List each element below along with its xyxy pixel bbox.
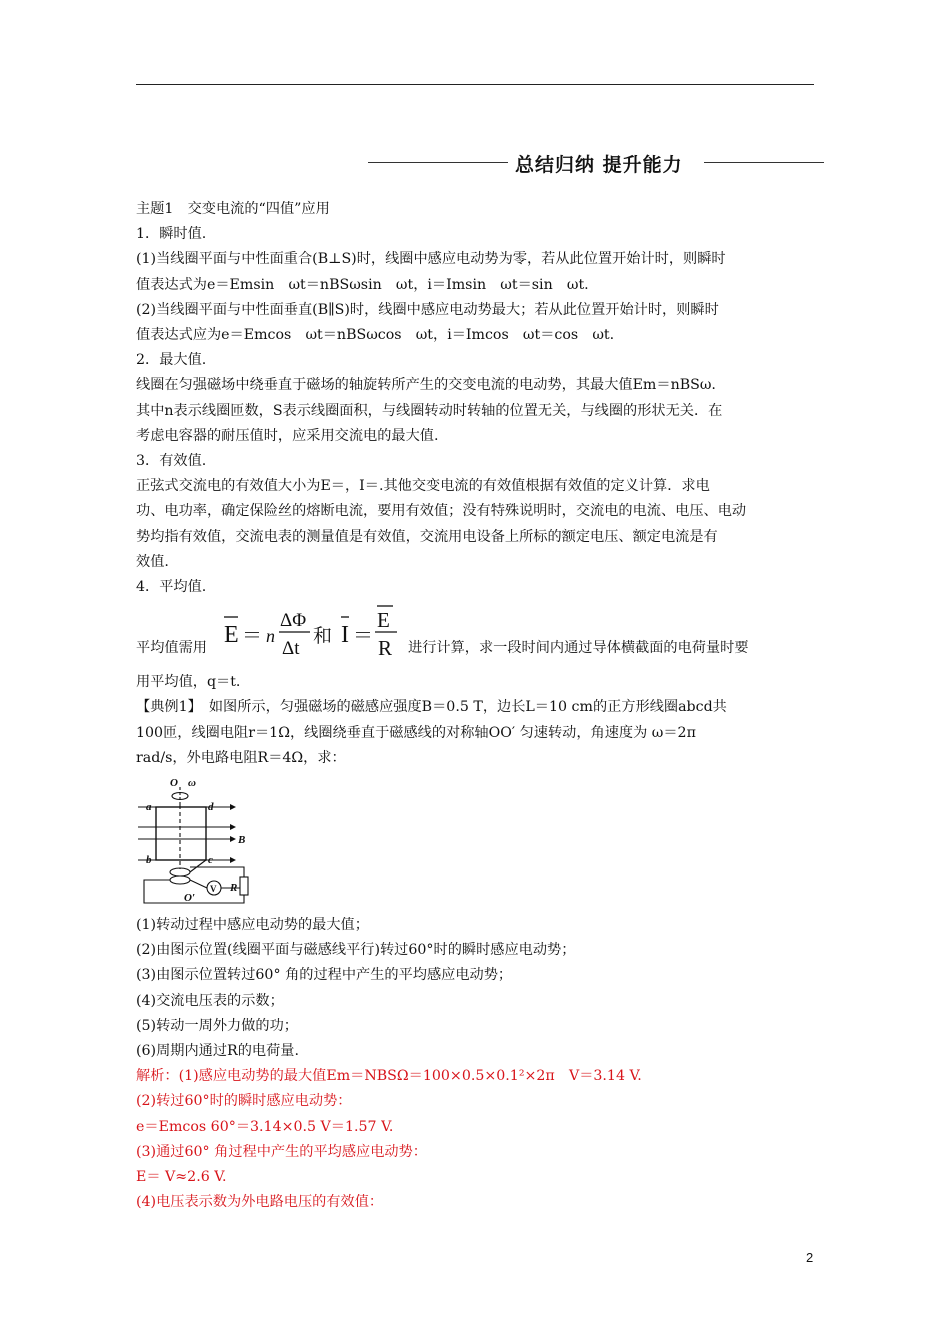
label-d: d (208, 801, 214, 814)
example-text: 【典例1】 如图所示，匀强磁场的磁感应强度B＝0.5 T，边长L＝10 cm的正方形线圈abcd共 (136, 699, 727, 716)
theme-title: 主题1 交变电流的“四值”应用 (136, 201, 330, 217)
label-O: O (170, 777, 178, 790)
answer-line: (4)电压表示数为外电路电压的有效值： (136, 1194, 384, 1211)
question-2: (2)由图示位置(线圈平面与磁感线平行)转过60°时的瞬时感应电动势； (136, 942, 576, 959)
s3-title: 3．有效值. (136, 453, 207, 470)
label-c: c (208, 854, 213, 867)
answer-line: (3)通过60° 角过程中产生的平均感应电动势： (136, 1143, 427, 1160)
document-body (136, 197, 814, 1216)
question-4: (4)交流电压表的示数； (136, 992, 284, 1009)
arrow-head (230, 836, 236, 842)
heading-line-left (368, 162, 508, 163)
lead-wire (190, 860, 206, 872)
question-1: (1)转动过程中感应电动势的最大值； (136, 917, 369, 934)
s1-text: (2)当线圈平面与中性面垂直(B∥S)时，线圈中感应电动势最大；若从此位置开始计时，则瞬时 (136, 301, 719, 318)
question-6: (6)周期内通过R的电荷量. (136, 1043, 299, 1060)
formula-E: E (224, 622, 239, 649)
s1-text: 值表达式应为e＝Emcos ωt＝nBSωcos ωt，i＝Imcos ωt＝cos ωt. (136, 327, 615, 344)
coil-square (156, 807, 206, 860)
formula-I: I (341, 622, 349, 649)
coil-figure (136, 777, 814, 905)
average-value-formula (222, 602, 402, 664)
formula-delta-phi: ΔΦ (280, 610, 307, 632)
label-O-prime: O′ (184, 892, 196, 905)
formula-E-numerator: E (377, 608, 390, 633)
label-b: b (146, 854, 152, 867)
answer-line: (2)转过60°时的瞬时感应电动势： (136, 1093, 352, 1110)
arrow-head (230, 804, 236, 810)
example-text: rad/s，外电路电阻R＝4Ω，求： (136, 749, 346, 766)
label-V: V (210, 884, 217, 895)
arrow-head (230, 824, 236, 830)
heading-line-right (704, 162, 824, 163)
s2-text: 考虑电容器的耐压值时，应采用交流电的最大值. (136, 427, 439, 444)
answer-line: e＝Emcos 60°＝3.14×0.5 V＝1.57 V. (136, 1118, 394, 1135)
formula-R-denominator: R (378, 636, 393, 661)
label-omega: ω (188, 777, 196, 790)
heading-text: 总结归纳 提升能力 (515, 154, 683, 176)
label-B: B (238, 834, 246, 847)
page-number: 2 (806, 1250, 814, 1265)
section-heading (136, 150, 814, 176)
s3-text: 势均指有效值，交流电表的测量值是有效值，交流用电设备上所标的额定电压、额定电流是有 (136, 528, 718, 545)
s1-text: 值表达式为e＝Emsin ωt＝nBSωsin ωt，i＝Imsin ωt＝sin ωt. (136, 276, 589, 293)
s2-title: 2．最大值. (136, 352, 207, 369)
example-text: 100匝，线圈电阻r＝1Ω，线圈绕垂直于磁感线的对称轴OO′ 匀速转动，角速度为 ω＝2π (136, 724, 696, 741)
formula-eq: ＝ (353, 625, 373, 648)
label-R: R (230, 882, 238, 895)
answer-line: E＝ V≈2.6 V. (136, 1169, 227, 1186)
label-a: a (146, 801, 152, 814)
arrow-head (230, 857, 236, 863)
formula-delta-t: Δt (282, 638, 300, 660)
formula-eq: ＝ (242, 625, 262, 648)
s3-text: 效值. (136, 553, 169, 570)
s4-title: 4．平均值. (136, 579, 207, 596)
s3-text: 功、电功率，确定保险丝的熔断电流，要用有效值；没有特殊说明时，交流电的电流、电压、电动 (136, 503, 747, 520)
formula-and: 和 (313, 625, 333, 648)
slip-ring (170, 868, 190, 876)
formula-n: n (266, 626, 275, 647)
s3-text: 正弦式交流电的有效值大小为E＝，I＝.其他交变电流的有效值根据有效值的定义计算．求电 (136, 478, 710, 495)
lead-wire (190, 880, 207, 888)
top-rule (136, 84, 814, 85)
question-3: (3)由图示位置转过60° 角的过程中产生的平均感应电动势； (136, 967, 513, 984)
s2-text: 其中n表示线圈匝数，S表示线圈面积，与线圈转动时转轴的位置无关，与线圈的形状无关．在 (136, 402, 723, 419)
s1-text: (1)当线圈平面与中性面重合(B⊥S)时，线圈中感应电动势为零，若从此位置开始计时，则瞬时 (136, 251, 726, 268)
question-5: (5)转动一周外力做的功； (136, 1017, 298, 1034)
coil-diagram (136, 777, 252, 905)
s2-text: 线圈在匀强磁场中绕垂直于磁场的轴旋转所产生的交变电流的电动势，其最大值Em＝nBSω. (136, 377, 716, 394)
answer-line: 解析：(1)感应电动势的最大值Em＝NBSΩ＝100×0.5×0.1²×2π V＝3.14 V. (136, 1068, 642, 1085)
s4-text: 用平均值，q＝t. (136, 674, 241, 691)
resistor (240, 877, 248, 895)
formula-tail-text: 进行计算，求一段时间内通过导体横截面的电荷量时要 (408, 640, 749, 657)
slip-ring (170, 876, 190, 884)
average-formula-row (136, 600, 814, 670)
formula-lead-text: 平均值需用 (136, 640, 207, 657)
s1-title: 1．瞬时值. (136, 226, 207, 243)
